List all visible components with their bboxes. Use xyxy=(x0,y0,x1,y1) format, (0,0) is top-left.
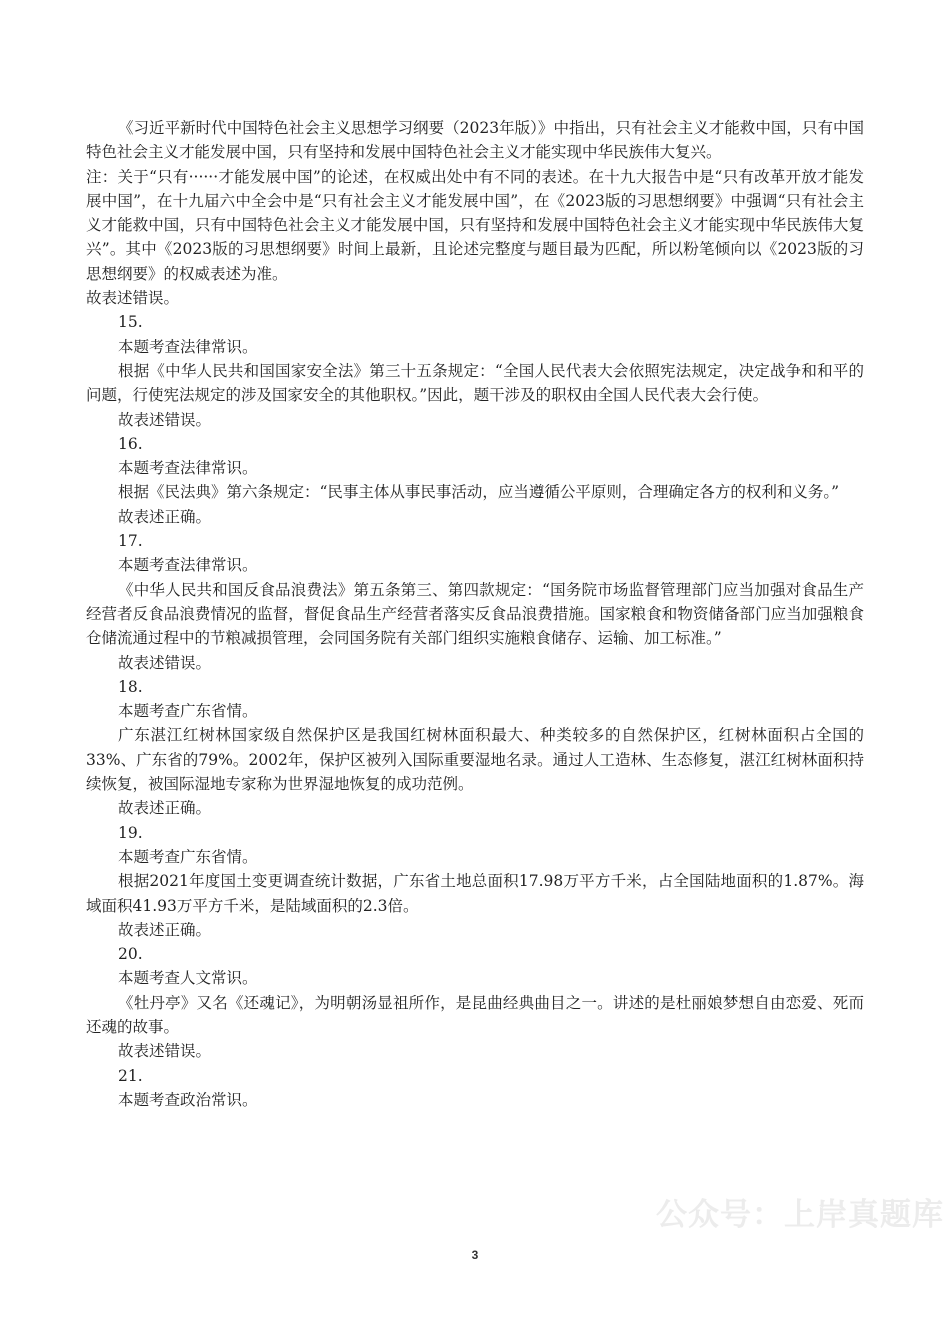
paragraph: 本题考查法律常识。 xyxy=(118,556,258,575)
paragraph: 本题考查人文常识。 xyxy=(118,969,258,988)
paragraph: 注：关于“只有······才能发展中国”的论述，在权威出处中有不同的表述。在十九大报告中是“只有改革开放才能发展中国”，在十九届六中全会中是“只有社会主义才能发展中国”，在《2023版的习思想纲要》中强调“只有社会主义才能救中国，只有中国特色社会主义才能发展中国，只有坚持和发展中国特色社会主义才能实现中华民族伟大复兴”。其中《2023版的习思想纲要》时间上最新，且论述完整度与题目最为匹配，所以粉笔倾向以《2023版的习思想纲要》的权威表述为准。 xyxy=(86,167,864,283)
paragraph: 本题考查法律常识。 xyxy=(118,459,258,478)
paragraph: 《中华人民共和国反食品浪费法》第五条第三、第四款规定：“国务院市场监督管理部门应当加强对食品生产经营者反食品浪费情况的监督，督促食品生产经营者落实反食品浪费措施。国家粮食和物资储备部门应当加强粮食仓储流通过程中的节粮减损管理，会同国务院有关部门组织实施粮食储存、运输、加工标准。” xyxy=(86,580,864,648)
paragraph: 故表述错误。 xyxy=(118,1042,212,1061)
paragraph: 故表述正确。 xyxy=(118,799,212,818)
paragraph: 21. xyxy=(118,1066,143,1085)
paragraph: 本题考查广东省情。 xyxy=(118,847,258,866)
paragraph: 根据《民法典》第六条规定：“民事主体从事民事活动，应当遵循公平原则，合理确定各方的权利和义务。” xyxy=(118,483,840,502)
paragraph: 故表述正确。 xyxy=(118,920,212,939)
paragraph: 17. xyxy=(118,532,143,551)
paragraph: 16. xyxy=(118,434,143,453)
paragraph: 15. xyxy=(118,313,143,332)
paragraph: 故表述正确。 xyxy=(118,507,212,526)
paragraph: 广东湛江红树林国家级自然保护区是我国红树林面积最大、种类较多的自然保护区，红树林面积占全国的33%、广东省的79%。2002年，保护区被列入国际重要湿地名录。通过人工造林、生态修复，湛江红树林面积持续恢复，被国际湿地专家称为世界湿地恢复的成功范例。 xyxy=(86,726,864,794)
paragraph: 《习近平新时代中国特色社会主义思想学习纲要（2023年版）》中指出，只有社会主义才能救中国，只有中国特色社会主义才能发展中国，只有坚持和发展中国特色社会主义才能实现中华民族伟大复兴。 xyxy=(86,119,864,162)
paragraph: 故表述错误。 xyxy=(86,289,180,308)
paragraph: 本题考查法律常识。 xyxy=(118,337,258,356)
watermark: 公众号：上岸真题库 xyxy=(656,1197,944,1233)
paragraph: 本题考查政治常识。 xyxy=(118,1090,258,1109)
paragraph: 18. xyxy=(118,677,143,696)
paragraph: 20. xyxy=(118,945,143,964)
paragraph: 根据《中华人民共和国国家安全法》第三十五条规定：“全国人民代表大会依照宪法规定，决定战争和和平的问题，行使宪法规定的涉及国家安全的其他职权。”因此，题干涉及的职权由全国人民代表大会行使。 xyxy=(86,361,864,405)
paragraph: 《牡丹亭》又名《还魂记》，为明朝汤显祖所作，是昆曲经典曲目之一。讲述的是杜丽娘梦想自由恋爱、死而还魂的故事。 xyxy=(86,993,864,1036)
paragraph: 故表述错误。 xyxy=(118,410,212,429)
paragraph: 19. xyxy=(118,823,143,842)
paragraph: 根据2021年度国土变更调查统计数据，广东省土地总面积17.98万平方千米，占全国陆地面积的1.87%。海域面积41.93万平方千米，是陆域面积的2.3倍。 xyxy=(86,872,864,915)
paragraph: 本题考查广东省情。 xyxy=(118,702,258,721)
document-body xyxy=(86,116,864,1112)
paragraph: 故表述错误。 xyxy=(118,653,212,672)
page-number: 3 xyxy=(471,1248,479,1262)
